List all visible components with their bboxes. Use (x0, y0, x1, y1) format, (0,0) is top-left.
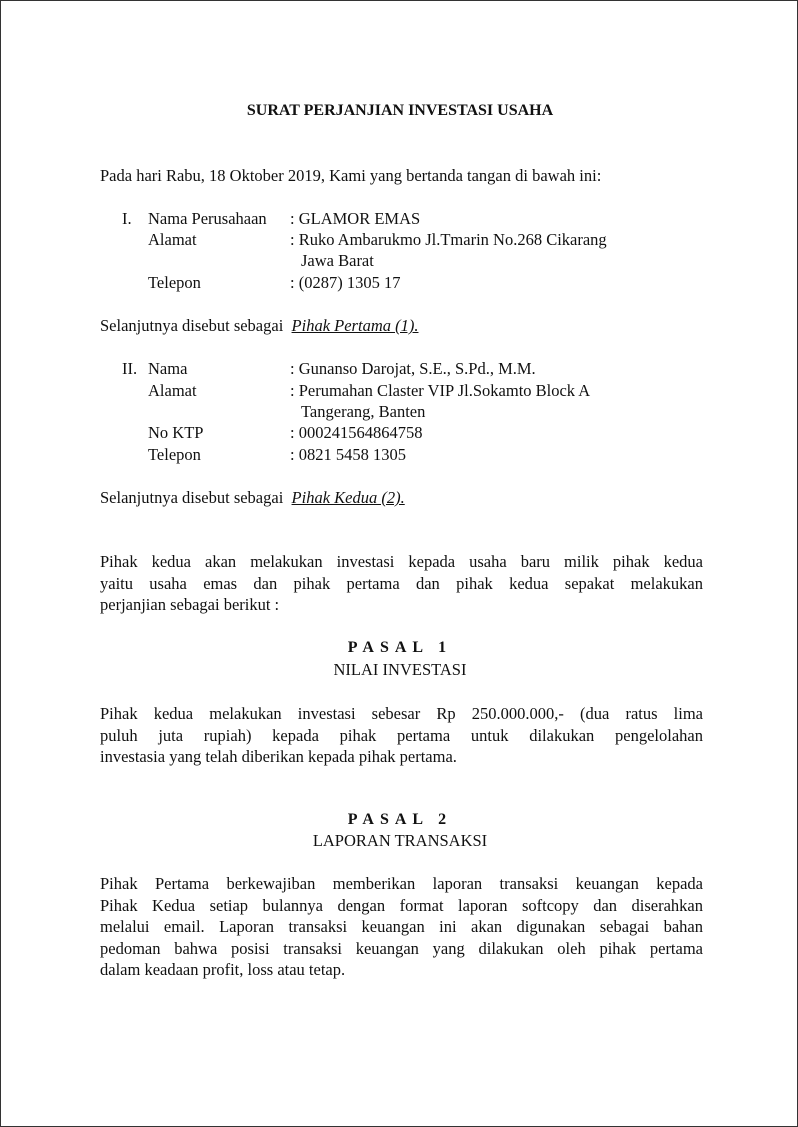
party2-ktp-value: : 000241564864758 (290, 423, 423, 442)
party1-address-label: Alamat (148, 230, 197, 249)
pasal2-paragraph (100, 873, 703, 981)
pasal2-line: dalam keadaan profit, loss atau tetap. (100, 960, 346, 979)
pasal1-subtitle: NILAI INVESTASI (333, 660, 467, 679)
party2-reference-prefix: Selanjutnya disebut sebagai (100, 488, 284, 507)
party2-reference-name: Pihak Kedua (2). (291, 488, 405, 507)
party1-address-line1: : Ruko Ambarukmo Jl.Tmarin No.268 Cikarang (290, 230, 607, 249)
pasal2-line: melalui email. Laporan transaksi keuangan ini akan digunakan sebagai bahan (100, 917, 703, 936)
party1-name-label: Nama Perusahaan (148, 209, 267, 228)
pasal1-line: Pihak kedua melakukan investasi sebesar Rp 250.000.000,- (dua ratus lima (100, 704, 703, 723)
pasal2-line: Pihak Kedua setiap bulannya dengan format laporan softcopy dan diserahkan (100, 895, 703, 915)
intro-line: yaitu usaha emas dan pihak pertama dan pihak kedua sepakat melakukan (100, 573, 703, 593)
intro-paragraph (100, 551, 703, 616)
pasal1-heading: PASAL 1 (347, 639, 453, 656)
party1-address-line2: Jawa Barat (301, 251, 374, 270)
pasal1-line: puluh juta rupiah) kepada pihak pertama untuk dilakukan pengelolahan (100, 725, 703, 745)
party1-phone-value: : (0287) 1305 17 (290, 273, 401, 292)
party2-address-label: Alamat (148, 381, 197, 400)
document-title: SURAT PERJANJIAN INVESTASI USAHA (246, 102, 554, 119)
pasal1-line: investasia yang telah diberikan kepada pihak pertama. (100, 747, 457, 766)
intro-line: perjanjian sebagai berikut : (100, 595, 280, 614)
party2-address-line1: : Perumahan Claster VIP Jl.Sokamto Block A (290, 381, 591, 400)
party1-reference (100, 315, 418, 336)
intro-line: Pihak kedua akan melakukan investasi kepada usaha baru milik pihak kedua (100, 552, 703, 571)
party2-phone-label: Telepon (148, 445, 201, 464)
party1-name-value: : GLAMOR EMAS (290, 209, 421, 228)
party1-reference-prefix: Selanjutnya disebut sebagai (100, 316, 284, 335)
party1-phone-label: Telepon (148, 273, 201, 292)
party1-reference-name: Pihak Pertama (1). (291, 316, 419, 335)
party2-phone-value: : 0821 5458 1305 (290, 445, 406, 464)
pasal2-line: Pihak Pertama berkewajiban memberikan laporan transaksi keuangan kepada (100, 874, 703, 893)
pasal2-heading: PASAL 2 (347, 811, 453, 828)
party1-numeral: I. (122, 209, 132, 228)
opening-statement: Pada hari Rabu, 18 Oktober 2019, Kami yang bertanda tangan di bawah ini: (100, 166, 602, 185)
party2-ktp-label: No KTP (148, 423, 204, 442)
pasal1-paragraph (100, 703, 703, 768)
party2-reference (100, 487, 405, 508)
party2-name-label: Nama (148, 359, 188, 378)
pasal2-subtitle: LAPORAN TRANSAKSI (312, 831, 488, 850)
party2-numeral: II. (122, 359, 138, 378)
party2-address-line2: Tangerang, Banten (301, 402, 426, 421)
pasal2-line: pedoman bahwa posisi transaksi keuangan yang dilakukan oleh pihak pertama (100, 938, 703, 958)
party2-name-value: : Gunanso Darojat, S.E., S.Pd., M.M. (290, 359, 536, 378)
